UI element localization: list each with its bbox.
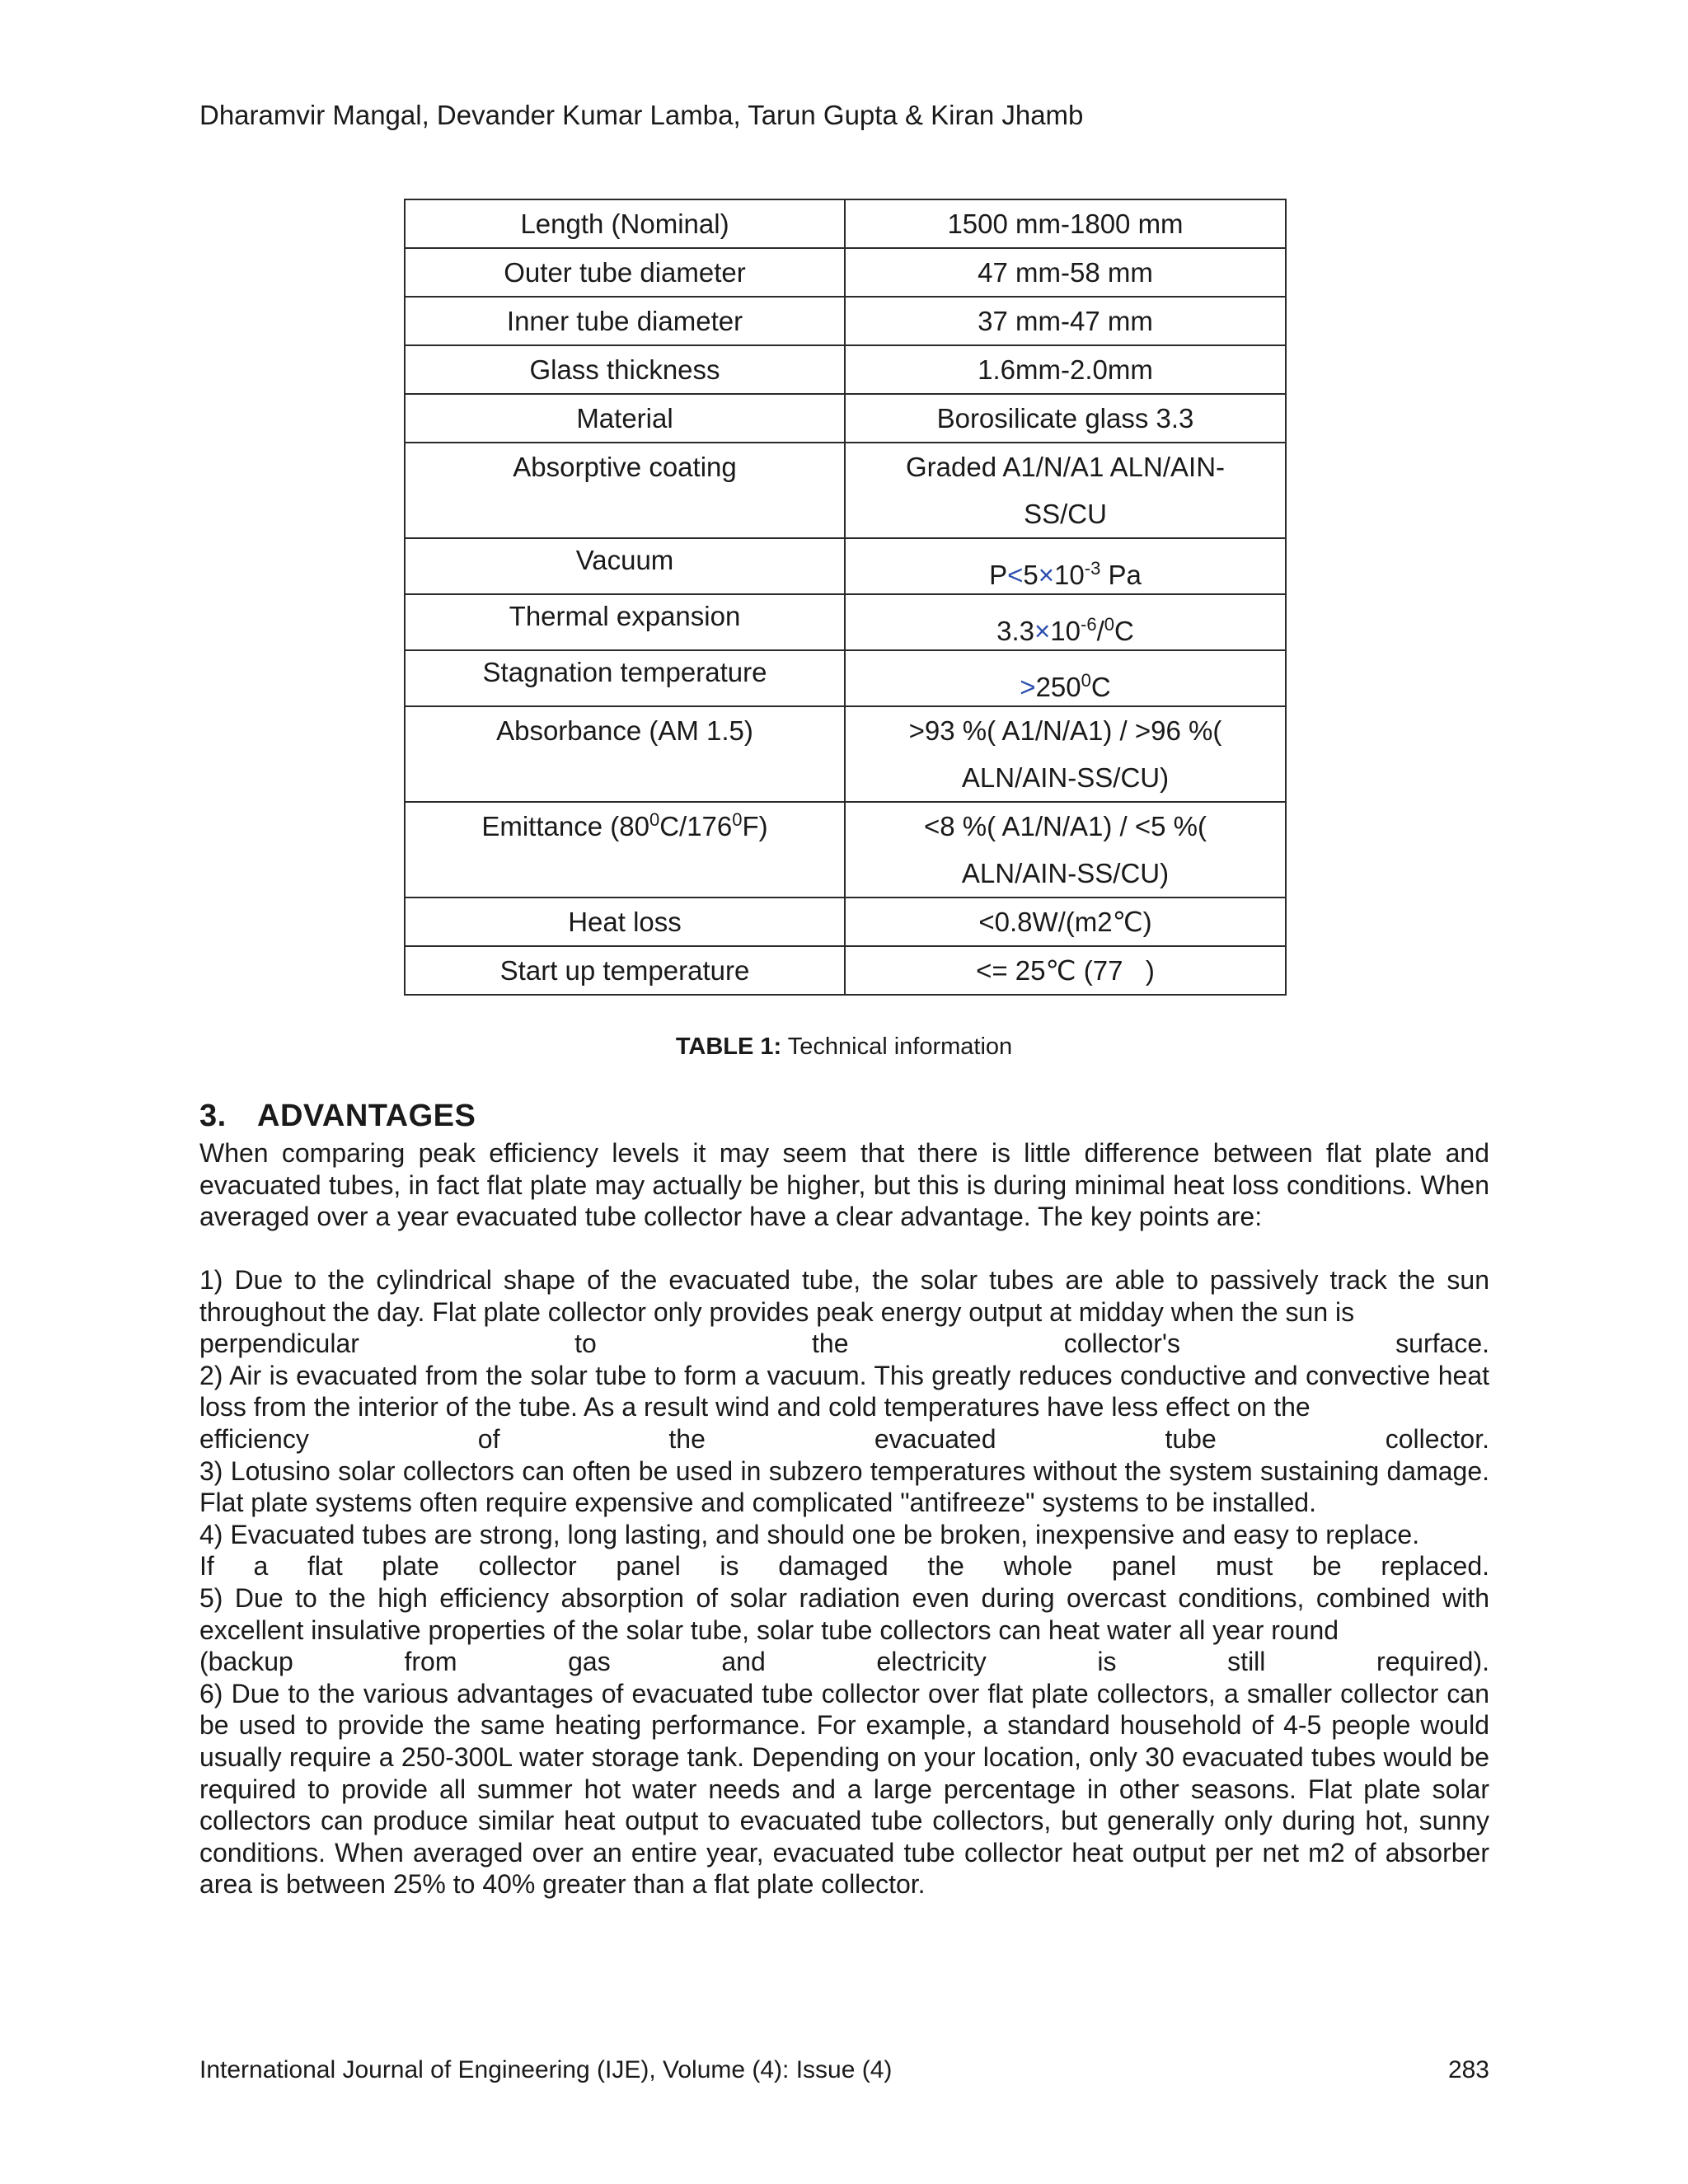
table-row: [405, 538, 1286, 594]
table-caption: [0, 1030, 1688, 1063]
row-label: Stagnation temperature: [405, 650, 845, 706]
row-label: Glass thickness: [405, 345, 845, 394]
section-heading: [199, 1096, 476, 1136]
paragraph-line: (backup from gas and electricity is still required).: [199, 1647, 1489, 1677]
less-than-symbol: <: [1007, 560, 1024, 590]
label-text: C/176: [659, 811, 733, 841]
row-value: 47 mm-58 mm: [845, 248, 1286, 297]
value-text: P: [989, 560, 1008, 590]
value-text: 5: [1023, 560, 1039, 590]
value-line-1: <8 %( A1/N/A1) / <5 %(: [924, 811, 1207, 841]
row-label: Length (Nominal): [405, 199, 845, 248]
table-row: [405, 297, 1286, 345]
row-label: Thermal expansion: [405, 594, 845, 650]
row-label: Start up temperature: [405, 946, 845, 995]
table-row: [405, 199, 1286, 248]
table-row: [405, 706, 1286, 802]
value-line-2: SS/CU: [1024, 499, 1107, 529]
paragraph-line: perpendicular to the collector's surface.: [199, 1329, 1489, 1359]
paragraph: 6) Due to the various advantages of evacuated tube collector over flat plate collectors, a smaller collector can be used to provide the same heating performance. For example, a standard household of 4-5 people would usually require a 250-300L water storage tank. Depending on your location, only 30 evacuated tubes would be required to provide all summer hot water needs and a large percentage in other seasons. Flat plate solar collectors can produce similar heat output to evacuated tube collectors, but generally only during hot, sunny conditions. When averaged over an entire year, evacuated tube collector heat output per net m2 of absorber area is between 25% to 40% greater than a flat plate collector.: [199, 1678, 1489, 1900]
row-value: <= 25℃ (77 ): [845, 946, 1286, 995]
row-value: 1500 mm-1800 mm: [845, 199, 1286, 248]
row-value: Borosilicate glass 3.3: [845, 394, 1286, 443]
row-value: 1.6mm-2.0mm: [845, 345, 1286, 394]
row-label: Material: [405, 394, 845, 443]
row-label: Inner tube diameter: [405, 297, 845, 345]
row-label: Heat loss: [405, 898, 845, 946]
page-footer: [199, 2054, 1489, 2087]
paragraph: 1) Due to the cylindrical shape of the evacuated tube, the solar tubes are able to passively track the sun throughout the day. Flat plate collector only provides peak energy output at midday when the sun is: [199, 1265, 1489, 1327]
value-line-2: ALN/AIN-SS/CU): [961, 858, 1170, 888]
unit: Pa: [1100, 560, 1142, 590]
value-text: 10: [1050, 616, 1081, 646]
row-label: Absorbance (AM 1.5): [405, 706, 845, 802]
value-text: /: [1096, 616, 1104, 646]
row-label: Outer tube diameter: [405, 248, 845, 297]
journal-citation: International Journal of Engineering (IJE), Volume (4): Issue (4): [199, 2056, 893, 2083]
paragraph: 2) Air is evacuated from the solar tube to form a vacuum. This greatly reduces conductive and convective heat loss from the interior of the tube. As a result wind and cold temperatures have less effect on the: [199, 1360, 1489, 1422]
paragraph-line: efficiency of the evacuated tube collector.: [199, 1423, 1489, 1454]
row-value: [845, 443, 1286, 538]
table-row: [405, 594, 1286, 650]
label-text: F): [742, 811, 768, 841]
row-label: [405, 802, 845, 898]
greater-than-symbol: >: [1020, 672, 1036, 702]
unit: C: [1090, 672, 1111, 702]
row-label: Absorptive coating: [405, 443, 845, 538]
times-symbol: ×: [1034, 616, 1051, 646]
row-value: [845, 538, 1286, 594]
exponent: -6: [1081, 614, 1097, 635]
value-text: 10: [1054, 560, 1085, 590]
body-text-intro: [199, 1137, 1489, 1233]
row-value: [845, 706, 1286, 802]
paragraph: 4) Evacuated tubes are strong, long lasting, and should one be broken, inexpensive and easy to replace.: [199, 1519, 1420, 1549]
value-text: 3.3: [996, 616, 1035, 646]
degree-superscript: 0: [1081, 670, 1091, 691]
section-title: ADVANTAGES: [257, 1099, 476, 1133]
exponent: -3: [1084, 558, 1101, 579]
degree-superscript: 0: [1104, 614, 1114, 635]
unit: C: [1114, 616, 1134, 646]
table-row: [405, 345, 1286, 394]
caption-label: TABLE 1:: [675, 1033, 782, 1060]
value-text: 250: [1035, 672, 1081, 702]
value-line-2: ALN/AIN-SS/CU): [961, 762, 1170, 793]
table-row: [405, 443, 1286, 538]
paragraph: 3) Lotusino solar collectors can often be used in subzero temperatures without the system sustaining damage. Flat plate systems often require expensive and complicated "antifreeze" systems to be installed.: [199, 1455, 1489, 1518]
degree-superscript: 0: [649, 809, 660, 830]
table-row: [405, 650, 1286, 706]
page-number: 283: [1447, 2056, 1489, 2083]
degree-superscript: 0: [732, 809, 743, 830]
value-line-1: >93 %( A1/N/A1) / >96 %(: [908, 715, 1222, 746]
row-value: <0.8W/(m2℃): [845, 898, 1286, 946]
running-header: Dharamvir Mangal, Devander Kumar Lamba, Tarun Gupta & Kiran Jhamb: [199, 100, 1084, 130]
table-row: [405, 898, 1286, 946]
value-line-1: Graded A1/N/A1 ALN/AIN-: [905, 452, 1226, 482]
row-label: Vacuum: [405, 538, 845, 594]
table-row: [405, 394, 1286, 443]
row-value: [845, 650, 1286, 706]
label-text: Emittance (80: [481, 811, 649, 841]
row-value: [845, 802, 1286, 898]
table-row: [405, 802, 1286, 898]
section-number: 3.: [199, 1099, 227, 1133]
paragraph: 5) Due to the high efficiency absorption of solar radiation even during overcast conditions, combined with excellent insulative properties of the solar tube, solar tube collectors can heat water all year round: [199, 1582, 1489, 1645]
times-symbol: ×: [1038, 560, 1055, 590]
paragraph-line: If a flat plate collector panel is damaged the whole panel must be replaced.: [199, 1551, 1489, 1582]
row-value: [845, 594, 1286, 650]
table-row: [405, 946, 1286, 995]
table-row: [405, 248, 1286, 297]
row-value: 37 mm-47 mm: [845, 297, 1286, 345]
technical-info-table: [404, 199, 1287, 996]
caption-text: Technical information: [781, 1033, 1013, 1060]
paragraph: When comparing peak efficiency levels it may seem that there is little difference between flat plate and evacuated tubes, in fact flat plate may actually be higher, but this is during minimal heat loss conditions. When averaged over a year evacuated tube collector have a clear advantage. The key points are:: [199, 1138, 1489, 1232]
body-text-advantages: [199, 1264, 1489, 1900]
